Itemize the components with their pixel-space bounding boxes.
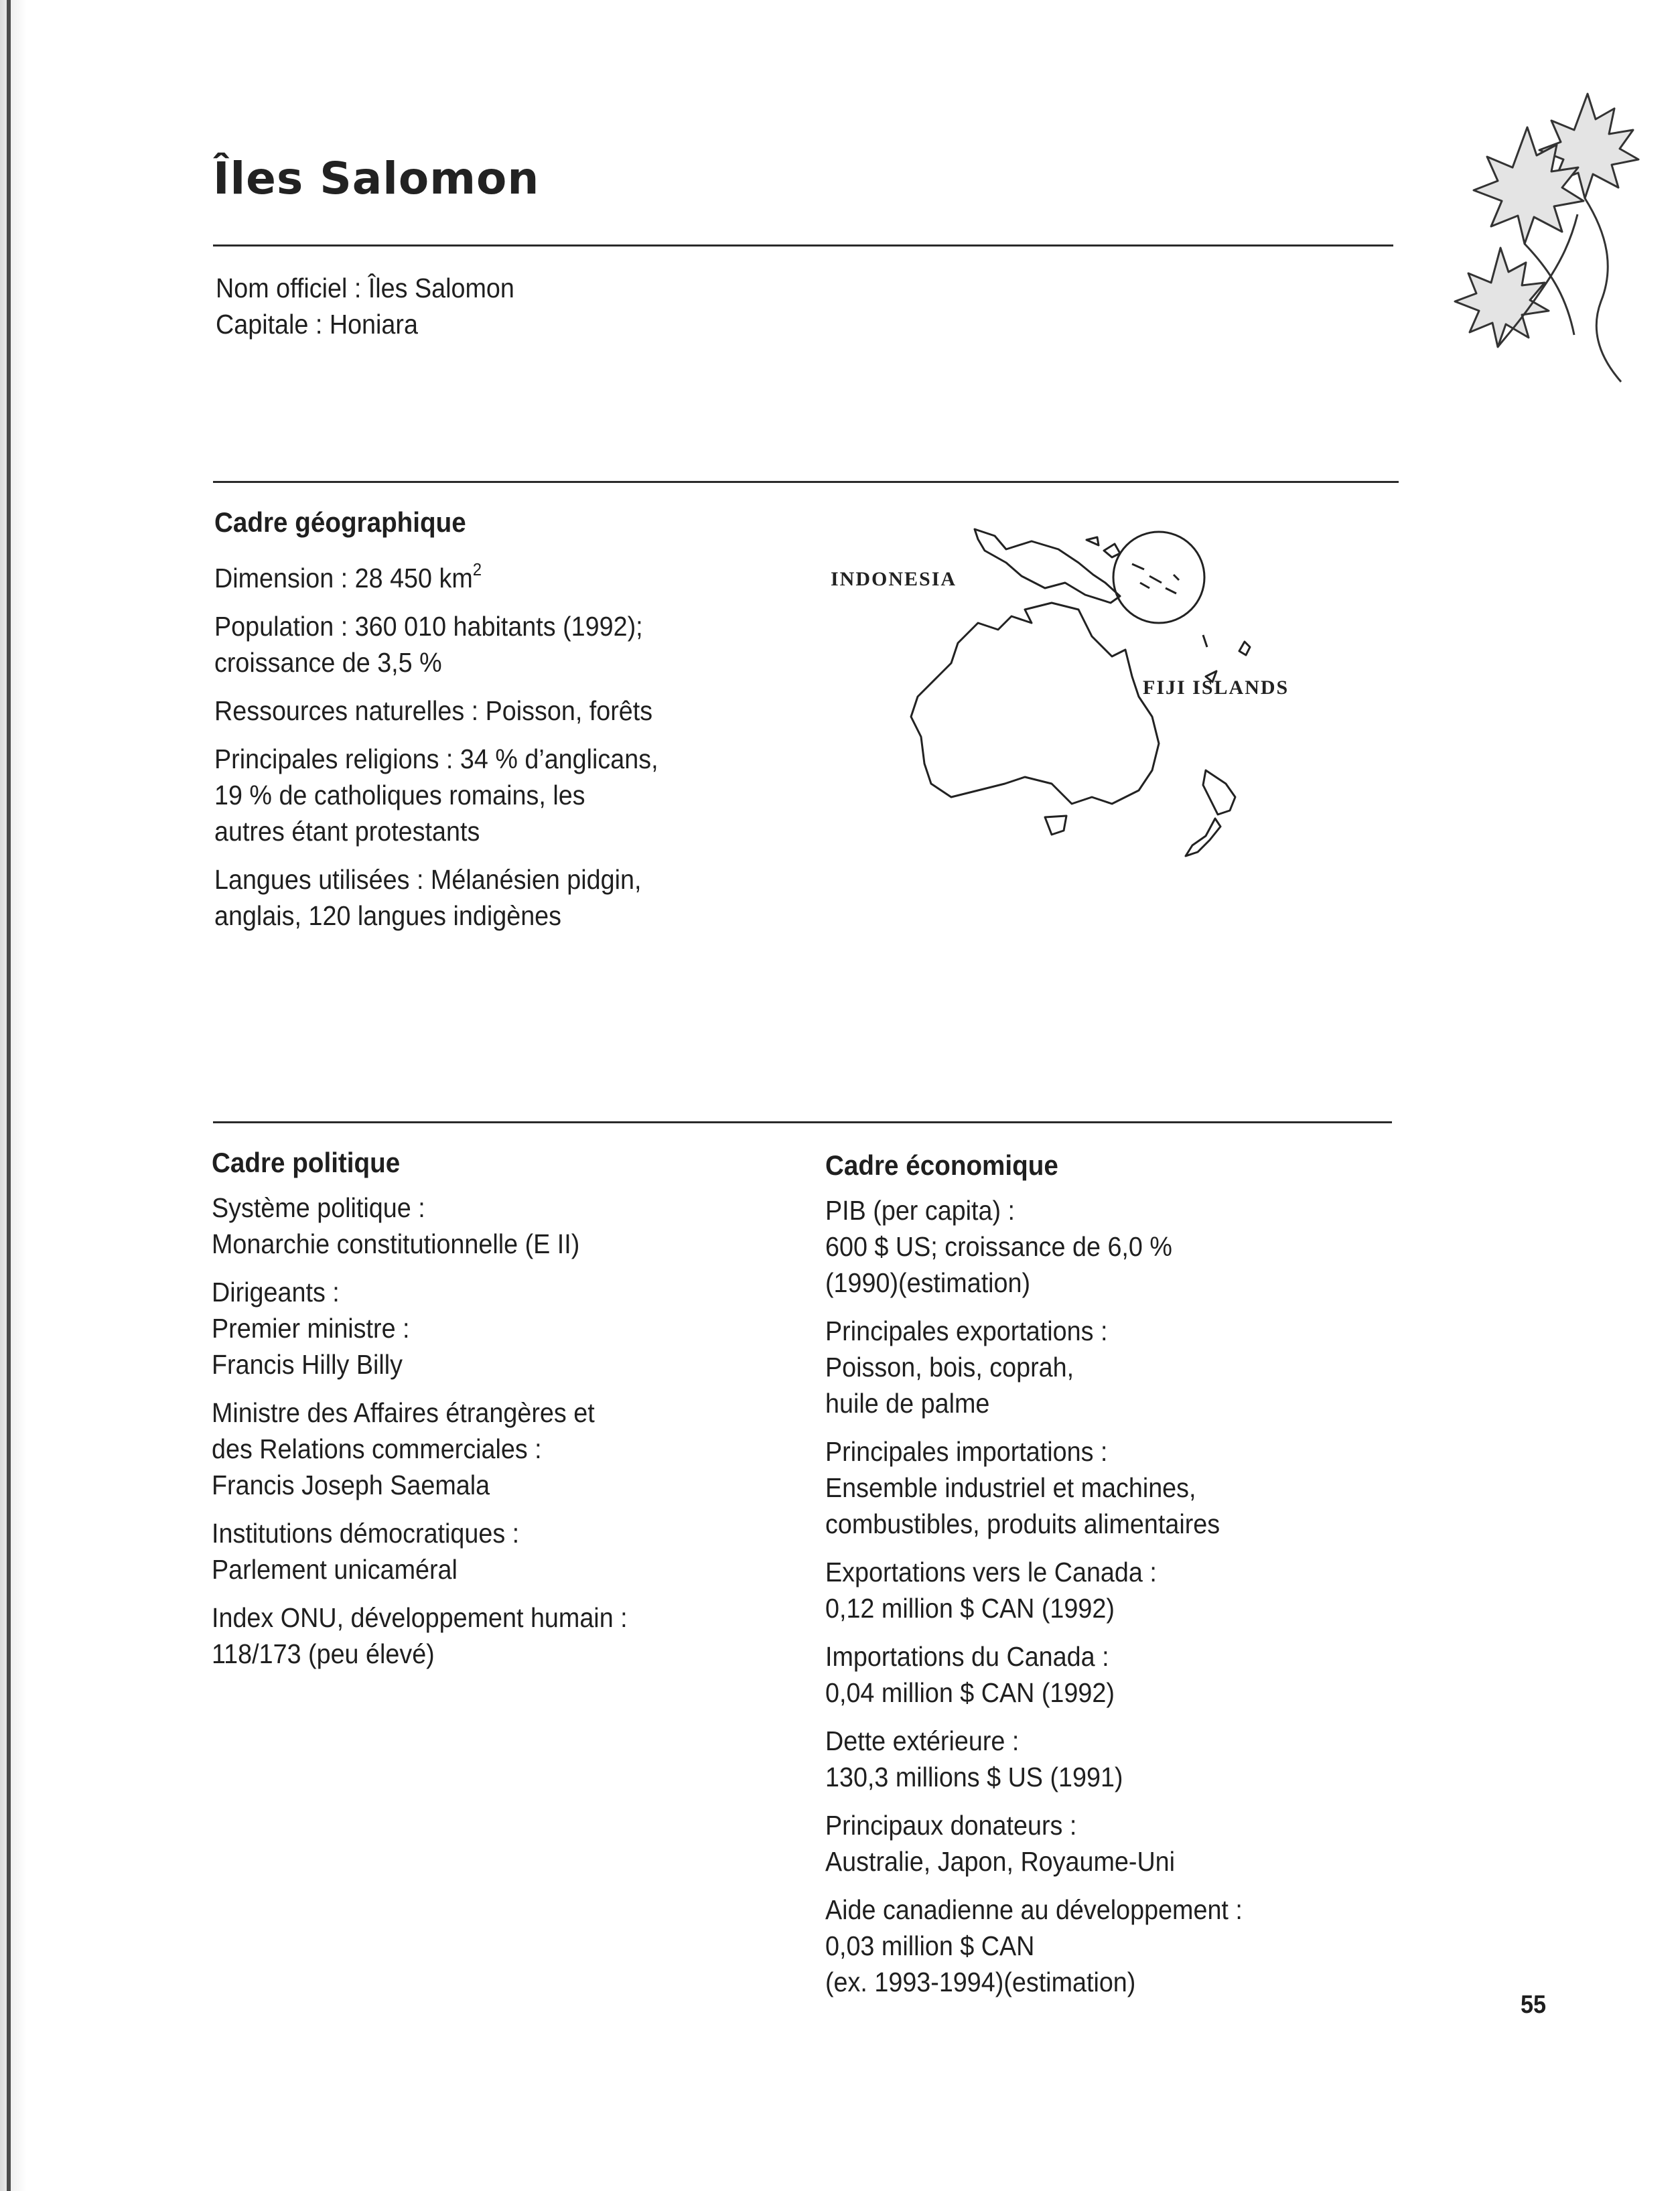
political-paragraph bbox=[212, 1395, 628, 1503]
economic-paragraph bbox=[825, 1638, 1243, 1711]
geographic-paragraph bbox=[214, 861, 658, 934]
map-label-fiji: FIJI ISLANDS bbox=[1143, 677, 1289, 699]
dimension-label: Dimension : 28 450 km bbox=[214, 563, 473, 593]
binding-line bbox=[7, 0, 11, 2191]
new-zealand-south bbox=[1186, 819, 1220, 856]
economic-line: huile de palme bbox=[825, 1388, 990, 1419]
economic-line: Importations du Canada : bbox=[825, 1641, 1109, 1672]
official-name: Nom officiel : Îles Salomon bbox=[216, 273, 514, 303]
region-map bbox=[831, 516, 1367, 864]
rule-geographic bbox=[213, 481, 1399, 483]
economic-line: Aide canadienne au développement : bbox=[825, 1894, 1243, 1925]
economic-paragraph bbox=[825, 1554, 1243, 1626]
geographic-heading: Cadre géographique bbox=[214, 506, 466, 538]
political-paragraph bbox=[212, 1190, 628, 1262]
rule-title bbox=[213, 244, 1393, 246]
economic-heading: Cadre économique bbox=[825, 1149, 1058, 1181]
political-line: Monarchie constitutionnelle (E II) bbox=[212, 1228, 580, 1259]
economic-line: (1990)(estimation) bbox=[825, 1267, 1031, 1298]
dimension bbox=[214, 551, 658, 596]
dimension-superscript: 2 bbox=[472, 559, 482, 579]
economic-line: Australie, Japon, Royaume-Uni bbox=[825, 1846, 1176, 1877]
economic-paragraph bbox=[825, 1807, 1243, 1880]
geographic-line: Principales religions : 34 % d’anglicans, bbox=[214, 744, 658, 774]
geographic-line: 19 % de catholiques romains, les bbox=[214, 780, 585, 810]
australia-outline bbox=[911, 603, 1159, 804]
geographic-line: Ressources naturelles : Poisson, forêts bbox=[214, 695, 653, 726]
political-line: Parlement unicaméral bbox=[212, 1554, 458, 1585]
political-paragraph bbox=[212, 1274, 628, 1383]
economic-line: Poisson, bois, coprah, bbox=[825, 1352, 1074, 1383]
economic-line: 0,12 million $ CAN (1992) bbox=[825, 1593, 1115, 1624]
tasmania-outline bbox=[1045, 816, 1066, 835]
geographic-paragraph bbox=[214, 741, 658, 849]
economic-line: PIB (per capita) : bbox=[825, 1195, 1016, 1226]
economic-line: combustibles, produits alimentaires bbox=[825, 1508, 1220, 1539]
political-line: Francis Hilly Billy bbox=[212, 1349, 403, 1380]
economic-line: 600 $ US; croissance de 6,0 % bbox=[825, 1231, 1172, 1262]
solomon-islands-circle bbox=[1113, 532, 1204, 623]
economic-paragraph bbox=[825, 1723, 1243, 1795]
political-block bbox=[212, 1190, 628, 1684]
geographic-paragraph bbox=[214, 608, 658, 681]
political-line: Institutions démocratiques : bbox=[212, 1518, 520, 1549]
economic-line: Principales exportations : bbox=[825, 1316, 1108, 1346]
identity-block bbox=[216, 270, 514, 342]
binding-edge bbox=[0, 0, 27, 2191]
geographic-line: croissance de 3,5 % bbox=[214, 647, 442, 678]
political-line: Francis Joseph Saemala bbox=[212, 1470, 490, 1500]
economic-paragraph bbox=[825, 1892, 1243, 2000]
political-line: Premier ministre : bbox=[212, 1313, 410, 1344]
maple-leaf-icon bbox=[1454, 80, 1648, 388]
political-line: Ministre des Affaires étrangères et bbox=[212, 1397, 595, 1428]
geographic-paragraph bbox=[214, 693, 658, 729]
economic-line: Dette extérieure : bbox=[825, 1725, 1020, 1756]
political-line: Système politique : bbox=[212, 1192, 425, 1223]
economic-line: (ex. 1993-1994)(estimation) bbox=[825, 1967, 1136, 1997]
political-line: des Relations commerciales : bbox=[212, 1433, 542, 1464]
rule-bottom-sections bbox=[213, 1121, 1392, 1123]
economic-line: Principaux donateurs : bbox=[825, 1810, 1077, 1841]
economic-line: 0,04 million $ CAN (1992) bbox=[825, 1677, 1115, 1708]
political-heading: Cadre politique bbox=[212, 1147, 401, 1178]
map-label-indonesia: INDONESIA bbox=[831, 568, 957, 590]
geographic-line: autres étant protestants bbox=[214, 816, 480, 847]
capital: Capitale : Honiara bbox=[216, 309, 418, 340]
political-paragraph bbox=[212, 1515, 628, 1587]
political-line: Index ONU, développement humain : bbox=[212, 1602, 628, 1633]
geographic-line: Population : 360 010 habitants (1992); bbox=[214, 611, 643, 642]
economic-line: Principales importations : bbox=[825, 1436, 1108, 1467]
page-title: Îles Salomon bbox=[213, 153, 540, 204]
economic-line: 0,03 million $ CAN bbox=[825, 1930, 1035, 1961]
new-zealand-north bbox=[1203, 770, 1235, 815]
page-number: 55 bbox=[1521, 1991, 1547, 2019]
economic-line: Exportations vers le Canada : bbox=[825, 1557, 1157, 1587]
political-line: Dirigeants : bbox=[212, 1277, 340, 1307]
economic-paragraph bbox=[825, 1433, 1243, 1542]
geographic-line: Langues utilisées : Mélanésien pidgin, bbox=[214, 864, 642, 895]
geographic-line: anglais, 120 langues indigènes bbox=[214, 900, 562, 931]
political-line: 118/173 (peu élevé) bbox=[212, 1638, 435, 1669]
political-paragraph bbox=[212, 1600, 628, 1672]
economic-paragraph bbox=[825, 1313, 1243, 1421]
economic-paragraph bbox=[825, 1192, 1243, 1301]
economic-line: Ensemble industriel et machines, bbox=[825, 1472, 1196, 1503]
economic-block bbox=[825, 1192, 1243, 2012]
geographic-block bbox=[214, 551, 658, 946]
economic-line: 130,3 millions $ US (1991) bbox=[825, 1762, 1123, 1792]
